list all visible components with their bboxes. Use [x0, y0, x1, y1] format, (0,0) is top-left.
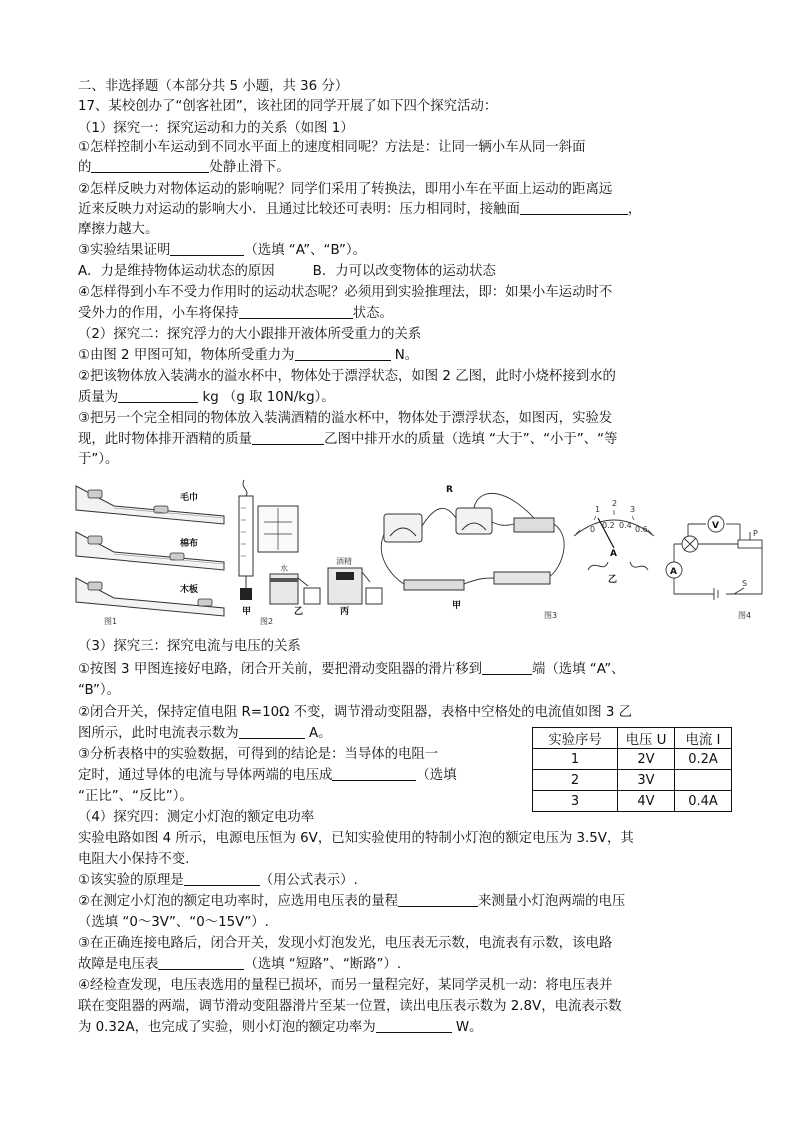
fig3-label-yi: 乙 [608, 575, 618, 585]
fig2-caption: 图2 [260, 617, 274, 626]
table-header-row [533, 728, 732, 749]
answer-blank[interactable] [158, 955, 244, 970]
table-cell: 0.2A [675, 749, 732, 770]
part1-q2-line3: 摩擦力越大。 [78, 222, 159, 237]
part2-q1: ①由图 2 甲图可知，物体所受重力为 N。 [78, 348, 419, 363]
fig3-r-label: R [446, 485, 453, 495]
table-row [533, 791, 732, 812]
answer-blank[interactable] [252, 430, 324, 445]
fig2-label-yi: 乙 [294, 607, 304, 617]
part2-q3-line2: 现，此时物体排开酒精的质量 乙图中排开水的质量（选填 “大于”、“小于”、“等 [78, 432, 618, 447]
part4-q2-line2: （选填 “0～3V”、“0～15V”）. [78, 915, 269, 930]
fig3-label-jia: 甲 [452, 601, 462, 611]
answer-blank[interactable] [184, 871, 260, 886]
table-cell: 2 [533, 770, 618, 791]
part3-title: （3）探究三：探究电流与电压的关系 [78, 639, 301, 654]
part1-q2-line1: ②怎样反映力对物体运动的影响呢？同学们采用了转换法，即用小车在平面上运动的距离远 [78, 182, 613, 197]
answer-blank[interactable] [482, 660, 532, 675]
part1-q4-line2: 受外力的作用，小车将保持 状态。 [78, 306, 393, 321]
answer-blank[interactable] [118, 388, 198, 403]
part4-q3-line2: 故障是电压表 （选填 “短路”、“断路”）. [78, 957, 402, 972]
part4-q2-line1: ②在测定小灯泡的额定电功率时，应选用电压表的量程 来测量小灯泡两端的电压 [78, 894, 626, 909]
part1-q2-line2: 近来反映力对运动的影响大小．且通过比较还可表明：压力相同时，接触面 ， [78, 202, 642, 217]
part4-intro-line2: 电阻大小保持不变. [78, 852, 190, 867]
table-cell: 0.4A [675, 791, 732, 812]
fig3-scale-06: 0.6 [635, 525, 648, 534]
figure-1-ramps [76, 486, 224, 626]
table-header: 实验序号 [533, 728, 618, 749]
answer-blank[interactable] [91, 158, 209, 173]
part2-q2-line2: 质量为 kg （g 取 10N/kg）。 [78, 390, 335, 405]
answer-blank[interactable] [239, 724, 305, 739]
fig3-scale-2: 2 [612, 499, 618, 508]
figures-strip [74, 478, 774, 626]
part3-q2-line1: ②闭合开关，保持定值电阻 R=10Ω 不变，调节滑动变阻器，表格中空格处的电流值如图 3 乙 [78, 705, 633, 720]
answer-blank[interactable] [295, 346, 391, 361]
part4-title: （4）探究四：测定小灯泡的额定电功率 [78, 810, 315, 825]
part3-q3-line2: 定时，通过导体的电流与导体两端的电压成 （选填 [78, 768, 457, 783]
fig3-caption: 图3 [544, 611, 558, 620]
fig3-scale-3: 3 [630, 505, 636, 514]
fig4-ammeter: A [670, 567, 677, 577]
fig2-label-bing: 丙 [340, 607, 350, 617]
fig3-scale-0: 0 [590, 525, 596, 534]
data-table [532, 727, 732, 812]
fig2-label-jia: 甲 [242, 607, 252, 617]
table-header: 电流 I [675, 728, 732, 749]
fig4-switch-s: S [742, 579, 748, 588]
answer-blank[interactable] [239, 304, 353, 319]
table-row [533, 749, 732, 770]
part3-q1-line1: ①按图 3 甲图连接好电路，闭合开关前，要把滑动变阻器的滑片移到 端（选填 “A”、 [78, 662, 625, 677]
fig2-water-label: 水 [280, 564, 288, 573]
part1-q1-line1: ①怎样控制小车运动到不同水平面上的速度相同呢？方法是：让同一辆小车从同一斜面 [78, 140, 586, 155]
part1-q3: ③实验结果证明 （选填 “A”、“B”）。 [78, 243, 366, 258]
fig4-voltmeter: V [712, 521, 719, 531]
part4-q4-line2: 联在变阻器的两端，调节滑动变阻器滑片至某一位置，读出电压表示数为 2.8V，电流表示数 [78, 999, 622, 1014]
part3-q1-line2: “B”）。 [78, 683, 120, 698]
table-header: 电压 U [618, 728, 675, 749]
part1-options [78, 262, 496, 282]
figure-2-buoyancy [239, 480, 382, 626]
fig1-caption: 图1 [104, 617, 118, 626]
fig3-scale-04: 0.4 [619, 521, 632, 530]
answer-blank[interactable] [376, 1018, 452, 1033]
fig2-alcohol-label: 酒精 [336, 557, 352, 566]
part3-q3-line3: “正比”、“反比”）。 [78, 789, 193, 804]
part3-q2-line2: 图所示，此时电流表示数为 A。 [78, 726, 332, 741]
table-row [533, 770, 732, 791]
fig4-slider-p: P [753, 529, 758, 538]
answer-blank[interactable] [332, 766, 416, 781]
option-b: B．力可以改变物体的运动状态 [312, 264, 496, 279]
answer-blank[interactable] [170, 241, 244, 256]
part1-q4-line1: ④怎样得到小车不受力作用时的运动状态呢？必须用到实验推理法，即：如果小车运动时不 [78, 285, 613, 300]
table-cell-empty[interactable] [675, 770, 732, 791]
fig4-caption: 图4 [738, 611, 752, 620]
table-cell: 3V [618, 770, 675, 791]
part1-q1-line2: 的 处静止滑下。 [78, 160, 290, 175]
table-cell: 3 [533, 791, 618, 812]
part4-q1: ①该实验的原理是 （用公式表示）. [78, 873, 358, 888]
fig1-label-cotton: 棉布 [180, 539, 199, 549]
table-cell: 1 [533, 749, 618, 770]
part2-title: （2）探究二：探究浮力的大小跟排开液体所受重力的关系 [78, 327, 422, 342]
part4-q4-line3: 为 0.32A，也完成了实验，则小灯泡的额定功率为 W。 [78, 1020, 483, 1035]
part2-q2-line1: ②把该物体放入装满水的溢水杯中，物体处于漂浮状态，如图 2 乙图，此时小烧杯接到水的 [78, 369, 616, 384]
figure-3-circuit [381, 485, 654, 620]
part2-q3-line1: ③把另一个完全相同的物体放入装满酒精的溢水杯中，物体处于漂浮状态，如图丙，实验发 [78, 411, 613, 426]
part4-q3-line1: ③在正确连接电路后，闭合开关，发现小灯泡发光，电压表无示数，电流表有示数，该电路 [78, 936, 613, 951]
fig3-meter-a: A [610, 549, 617, 559]
fig1-label-towel: 毛巾 [180, 493, 199, 503]
part2-q3-line3: 于”）。 [78, 452, 119, 467]
table-cell: 2V [618, 749, 675, 770]
part3-q3-line1: ③分析表格中的实验数据，可得到的结论是：当导体的电阻一 [78, 747, 439, 762]
option-a: A．力是维持物体运动状态的原因 [78, 264, 275, 279]
table-cell: 4V [618, 791, 675, 812]
fig1-label-wood: 木板 [180, 585, 199, 595]
part4-intro-line1: 实验电路如图 4 所示，电源电压恒为 6V，已知实验使用的特制小灯泡的额定电压为 3.5V，其 [78, 831, 634, 846]
question-17-intro: 17、某校创办了“创客社团”，该社团的同学开展了如下四个探究活动： [78, 99, 498, 114]
answer-blank[interactable] [398, 892, 478, 907]
part1-title: （1）探究一：探究运动和力的关系（如图 1） [78, 121, 354, 136]
fig3-scale-02: 0.2 [602, 521, 615, 530]
section-title: 二、非选择题（本部分共 5 小题，共 36 分） [78, 79, 349, 94]
answer-blank[interactable] [520, 200, 628, 215]
fig3-scale-1: 1 [595, 505, 601, 514]
part4-q4-line1: ④经检查发现，电压表选用的量程已损坏，而另一量程完好，某同学灵机一动：将电压表并 [78, 978, 613, 993]
